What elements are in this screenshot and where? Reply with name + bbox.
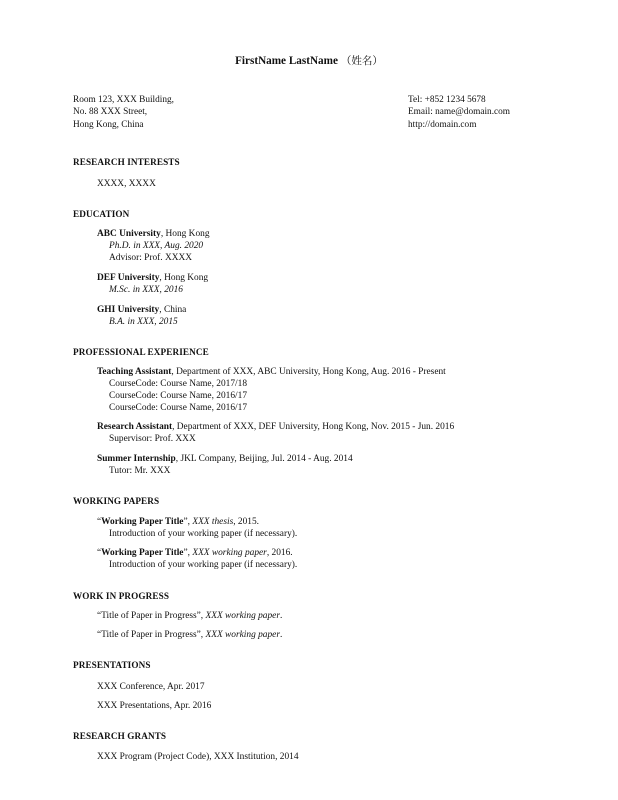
progress-end: . [279, 611, 283, 621]
school-name: GHI University [97, 305, 160, 315]
progress-end: . [279, 630, 283, 640]
paper-year: , 2016. [266, 548, 293, 558]
experience-item [97, 366, 446, 378]
working-paper-item [97, 547, 293, 559]
paper-year: , 2015. [233, 517, 260, 527]
paper-venue: XXX thesis [192, 517, 234, 527]
experience-sub-line: Tutor: Mr. XXX [109, 466, 171, 476]
section-title-presentations: PRESENTATIONS [73, 660, 151, 670]
experience-sub-line: CourseCode: Course Name, 2016/17 [109, 391, 248, 401]
section-title-working-papers: WORKING PAPERS [73, 496, 160, 506]
progress-item [97, 610, 282, 622]
experience-sub-line: CourseCode: Course Name, 2017/18 [109, 379, 248, 389]
experience-detail: , JKL Company, Beijing, Jul. 2014 - Aug. 2014 [175, 454, 353, 464]
resume-name [0, 53, 618, 68]
experience-role: Teaching Assistant [97, 367, 172, 377]
experience-role: Summer Internship [97, 454, 176, 464]
paper-description: Introduction of your working paper (if necessary). [109, 560, 298, 570]
school-location: , China [159, 305, 187, 315]
working-paper-item [97, 516, 259, 528]
experience-item [97, 453, 353, 465]
education-advisor: Advisor: Prof. XXXX [109, 253, 193, 263]
progress-item [97, 629, 282, 641]
progress-venue: XXX working paper [205, 630, 280, 640]
presentation-item: XXX Conference, Apr. 2017 [97, 682, 205, 692]
education-degree: M.Sc. in XXX, 2016 [109, 285, 183, 295]
school-location: , Hong Kong [159, 273, 209, 283]
grant-item: XXX Program (Project Code), XXX Institution, 2014 [97, 752, 299, 762]
section-title-research-grants: RESEARCH GRANTS [73, 731, 167, 741]
section-title-research-interests: RESEARCH INTERESTS [73, 157, 180, 167]
paper-description: Introduction of your working paper (if necessary). [109, 529, 298, 539]
progress-venue: XXX working paper [205, 611, 280, 621]
progress-title: “Title of Paper in Progress”, [97, 611, 206, 621]
paper-venue: XXX working paper [192, 548, 267, 558]
education-item [97, 272, 208, 284]
contact-tel: Tel: +852 1234 5678 [408, 95, 486, 105]
progress-title: “Title of Paper in Progress”, [97, 630, 206, 640]
quote-close: ”, [183, 548, 193, 558]
education-degree: B.A. in XXX, 2015 [109, 317, 178, 327]
section-title-education: EDUCATION [73, 209, 130, 219]
education-item [97, 228, 210, 240]
experience-detail: , Department of XXX, DEF University, Hong Kong, Nov. 2015 - Jun. 2016 [172, 422, 455, 432]
education-item [97, 304, 186, 316]
address-line: Room 123, XXX Building, [73, 95, 174, 105]
school-name: ABC University [97, 229, 161, 239]
quote-open: “ [97, 548, 102, 558]
contact-block [408, 94, 510, 131]
section-title-work-in-progress: WORK IN PROGRESS [73, 591, 170, 601]
school-location: , Hong Kong [160, 229, 210, 239]
section-title-experience: PROFESSIONAL EXPERIENCE [73, 347, 209, 357]
quote-close: ”, [183, 517, 193, 527]
research-interests-text: XXXX, XXXX [97, 179, 156, 189]
paper-title: Working Paper Title [101, 548, 184, 558]
school-name: DEF University [97, 273, 160, 283]
address-block [73, 94, 174, 131]
name-text: FirstName LastName [235, 55, 338, 67]
paper-title: Working Paper Title [101, 517, 184, 527]
contact-email[interactable]: Email: name@domain.com [408, 107, 511, 118]
name-cn-text: （姓名） [340, 56, 383, 67]
quote-open: “ [97, 517, 102, 527]
experience-item [97, 421, 454, 433]
experience-role: Research Assistant [97, 422, 173, 432]
address-line: No. 88 XXX Street, [73, 107, 148, 118]
presentation-item: XXX Presentations, Apr. 2016 [97, 701, 212, 711]
address-line: Hong Kong, China [73, 119, 144, 130]
experience-sub-line: CourseCode: Course Name, 2016/17 [109, 403, 248, 413]
experience-sub-line: Supervisor: Prof. XXX [109, 434, 196, 444]
education-degree: Ph.D. in XXX, Aug. 2020 [109, 241, 204, 251]
experience-detail: , Department of XXX, ABC University, Hong Kong, Aug. 2016 - Present [171, 367, 446, 377]
contact-web-link[interactable]: http://domain.com [408, 119, 477, 130]
